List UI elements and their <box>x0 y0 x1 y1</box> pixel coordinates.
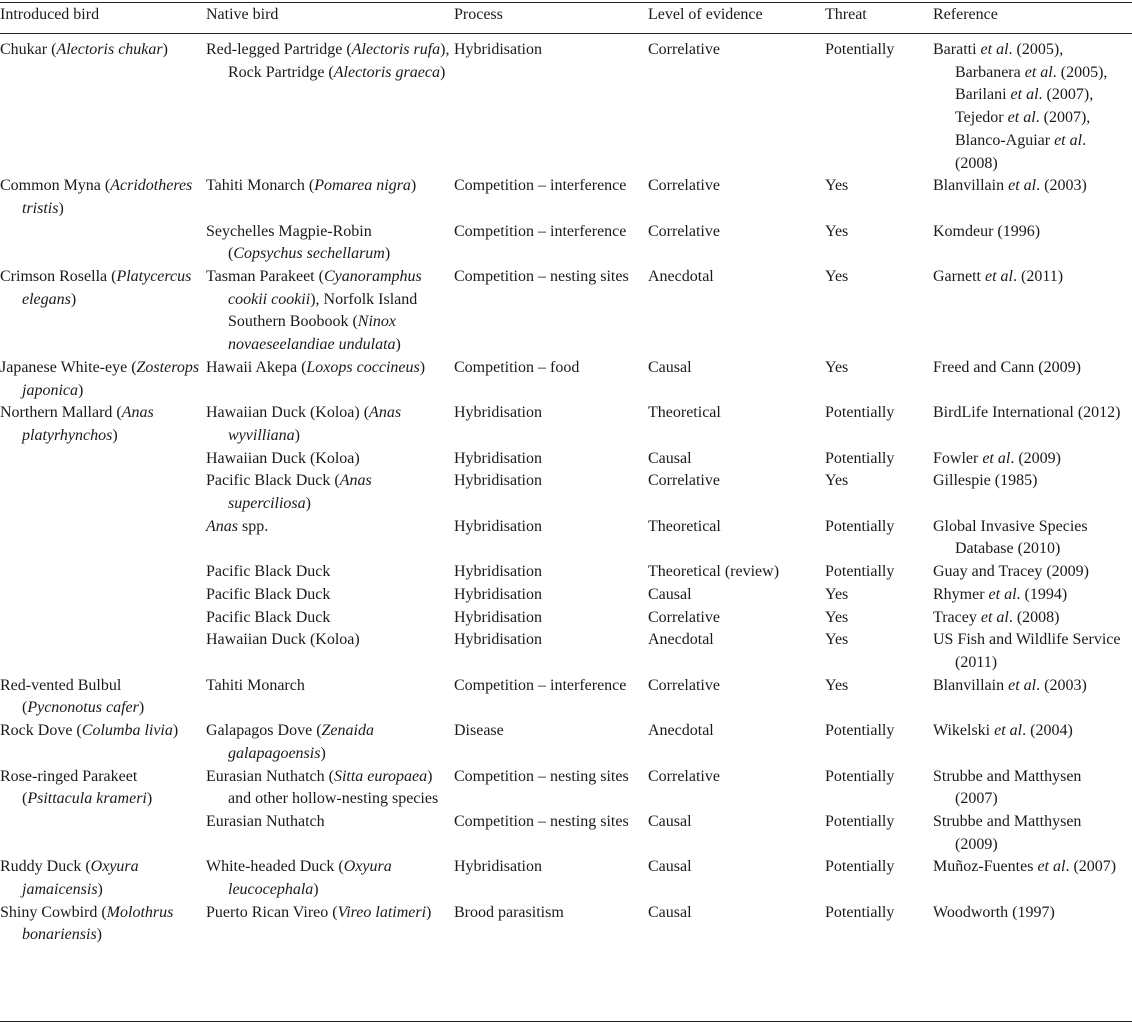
cell-native-bird: Tahiti Monarch (Pomarea nigra) <box>206 177 417 195</box>
cell-threat: Potentially <box>825 903 895 921</box>
cell-process: Competition – interference <box>454 676 627 694</box>
cell-process: Hybridisation <box>454 404 542 422</box>
cell-reference: Guay and Tracey (2009) <box>933 563 1089 581</box>
cell-process: Competition – interference <box>454 177 627 195</box>
cell-level-of-evidence: Causal <box>648 903 692 921</box>
cell-reference: Fowler et al. (2009) <box>933 449 1061 467</box>
table-row <box>0 811 1132 856</box>
cell-reference: Global Invasive Species Database (2010) <box>933 517 1088 558</box>
cell-reference: BirdLife International (2012) <box>933 404 1121 422</box>
cell-introduced-bird: Rock Dove (Columba livia) <box>0 722 179 740</box>
cell-threat: Potentially <box>825 41 895 58</box>
cell-process: Competition – nesting sites <box>454 268 629 286</box>
cell-process: Hybridisation <box>454 449 542 467</box>
cell-level-of-evidence: Correlative <box>648 472 720 490</box>
table-row <box>0 766 1132 811</box>
table-row <box>0 607 1132 630</box>
cell-native-bird: Galapagos Dove (Zenaida galapagoensis) <box>206 722 374 762</box>
column-header-level-of-evidence: Level of evidence <box>648 6 763 23</box>
cell-native-bird: Puerto Rican Vireo (Vireo latimeri) <box>206 903 432 921</box>
cell-reference: Muñoz-Fuentes et al. (2007) <box>933 858 1117 876</box>
cell-native-bird: Pacific Black Duck (Anas superciliosa) <box>206 472 372 513</box>
cell-reference: Garnett et al. (2011) <box>933 268 1064 286</box>
cell-native-bird: Hawaiian Duck (Koloa) <box>206 449 360 467</box>
cell-native-bird: Seychelles Magpie-Robin (Copsychus sechellarum) <box>206 222 391 263</box>
cell-threat: Potentially <box>825 767 895 785</box>
cell-native-bird: Anas spp. <box>206 517 269 535</box>
table-top-rule <box>0 2 1132 3</box>
cell-native-bird: Pacific Black Duck <box>206 608 331 626</box>
cell-native-bird: Tahiti Monarch <box>206 676 305 694</box>
table-bottom-rule <box>0 1021 1132 1022</box>
table-row <box>0 516 1132 561</box>
cell-level-of-evidence: Theoretical <box>648 404 721 422</box>
cell-native-bird: Red-legged Partridge (Alectoris rufa), Rock Partridge (Alectoris graeca) <box>206 41 450 81</box>
cell-level-of-evidence: Correlative <box>648 676 720 694</box>
cell-reference: Wikelski et al. (2004) <box>933 722 1073 740</box>
cell-native-bird: Hawaii Akepa (Loxops coccineus) <box>206 358 426 376</box>
cell-threat: Potentially <box>825 517 895 535</box>
cell-level-of-evidence: Causal <box>648 358 692 376</box>
cell-introduced-bird <box>0 221 206 266</box>
cell-reference: US Fish and Wildlife Service (2011) <box>933 631 1121 671</box>
cell-threat: Potentially <box>825 722 895 740</box>
cell-introduced-bird <box>0 516 206 561</box>
table-row <box>0 266 1132 357</box>
column-header-introduced-bird: Introduced bird <box>0 6 100 23</box>
cell-threat: Potentially <box>825 858 895 876</box>
cell-level-of-evidence: Causal <box>648 449 692 467</box>
cell-process: Hybridisation <box>454 631 542 649</box>
cell-process: Competition – interference <box>454 222 627 240</box>
cell-level-of-evidence: Correlative <box>648 177 720 195</box>
cell-level-of-evidence: Correlative <box>648 767 720 785</box>
table-row <box>0 675 1132 720</box>
cell-level-of-evidence: Causal <box>648 585 692 603</box>
table-row <box>0 470 1132 515</box>
cell-level-of-evidence: Causal <box>648 812 692 830</box>
cell-introduced-bird <box>0 584 206 607</box>
cell-process: Hybridisation <box>454 608 542 626</box>
cell-native-bird: White-headed Duck (Oxyura leucocephala) <box>206 858 392 899</box>
cell-native-bird: Pacific Black Duck <box>206 585 331 603</box>
cell-level-of-evidence: Theoretical (review) <box>648 563 780 581</box>
cell-process: Hybridisation <box>454 472 542 490</box>
cell-threat: Yes <box>825 585 849 603</box>
cell-introduced-bird <box>0 470 206 515</box>
table-header-row <box>0 4 1132 33</box>
table-row <box>0 629 1132 674</box>
cell-reference: Baratti et al. (2005), Barbanera et al. (2005), Barilani et al. (2007), Tejedor et al. (2007), Blanco-Aguiar et al. (2008) <box>933 41 1108 172</box>
cell-introduced-bird <box>0 607 206 630</box>
cell-reference: Woodworth (1997) <box>933 903 1055 921</box>
cell-process: Competition – nesting sites <box>454 812 629 830</box>
cell-threat: Yes <box>825 676 849 694</box>
table-row <box>0 357 1132 402</box>
cell-process: Hybridisation <box>454 41 542 58</box>
table-row <box>0 584 1132 607</box>
table-row <box>0 448 1132 471</box>
cell-reference: Blanvillain et al. (2003) <box>933 676 1087 694</box>
cell-threat: Yes <box>825 268 849 286</box>
cell-level-of-evidence: Correlative <box>648 41 720 58</box>
cell-native-bird: Eurasian Nuthatch (Sitta europaea) and other hollow-nesting species <box>206 767 439 808</box>
cell-reference: Strubbe and Matthysen (2009) <box>933 812 1082 853</box>
cell-introduced-bird: Rose-ringed Parakeet (Psittacula krameri) <box>0 767 153 808</box>
cell-threat: Potentially <box>825 563 895 581</box>
cell-native-bird: Hawaiian Duck (Koloa) <box>206 631 360 649</box>
cell-process: Brood parasitism <box>454 903 564 921</box>
cell-reference: Strubbe and Matthysen (2007) <box>933 767 1082 808</box>
cell-introduced-bird: Red-vented Bulbul (Pycnonotus cafer) <box>0 676 145 717</box>
cell-process: Hybridisation <box>454 858 542 876</box>
column-header-native-bird: Native bird <box>206 6 279 23</box>
cell-introduced-bird: Ruddy Duck (Oxyura jamaicensis) <box>0 858 139 899</box>
table-row <box>0 175 1132 220</box>
cell-reference: Gillespie (1985) <box>933 472 1038 490</box>
cell-introduced-bird <box>0 629 206 674</box>
cell-level-of-evidence: Causal <box>648 858 692 876</box>
cell-threat: Potentially <box>825 812 895 830</box>
cell-level-of-evidence: Theoretical <box>648 517 721 535</box>
cell-reference: Freed and Cann (2009) <box>933 358 1081 376</box>
table-row <box>0 856 1132 901</box>
cell-process: Competition – nesting sites <box>454 767 629 785</box>
cell-introduced-bird: Japanese White-eye (Zosterops japonica) <box>0 358 200 399</box>
cell-reference: Rhymer et al. (1994) <box>933 585 1068 603</box>
cell-level-of-evidence: Anecdotal <box>648 722 714 740</box>
cell-introduced-bird: Northern Mallard (Anas platyrhynchos) <box>0 404 154 444</box>
cell-process: Hybridisation <box>454 517 542 535</box>
cell-process: Disease <box>454 722 504 740</box>
cell-introduced-bird <box>0 811 206 856</box>
cell-threat: Yes <box>825 631 849 649</box>
cell-native-bird: Hawaiian Duck (Koloa) (Anas wyvilliana) <box>206 404 402 444</box>
cell-native-bird: Tasman Parakeet (Cyanoramphus cookii cookii), Norfolk Island Southern Boobook (Ninox novaeseelandiae undulata) <box>206 268 422 354</box>
table-row <box>0 561 1132 584</box>
column-header-reference: Reference <box>933 6 998 23</box>
cell-introduced-bird: Shiny Cowbird (Molothrus bonariensis) <box>0 903 174 944</box>
cell-reference: Komdeur (1996) <box>933 222 1041 240</box>
cell-introduced-bird <box>0 448 206 471</box>
table-row <box>0 221 1132 266</box>
cell-reference: Blanvillain et al. (2003) <box>933 177 1087 195</box>
cell-threat: Potentially <box>825 404 895 422</box>
cell-introduced-bird: Crimson Rosella (Platycercus elegans) <box>0 268 192 308</box>
cell-level-of-evidence: Anecdotal <box>648 268 714 286</box>
cell-level-of-evidence: Anecdotal <box>648 631 714 649</box>
cell-level-of-evidence: Correlative <box>648 608 720 626</box>
table-row <box>0 902 1132 947</box>
table-row <box>0 33 1132 175</box>
cell-threat: Yes <box>825 608 849 626</box>
cell-threat: Potentially <box>825 449 895 467</box>
cell-threat: Yes <box>825 222 849 240</box>
cell-introduced-bird: Chukar (Alectoris chukar) <box>0 41 168 58</box>
cell-threat: Yes <box>825 472 849 490</box>
table-row <box>0 720 1132 765</box>
column-header-process: Process <box>454 6 503 23</box>
column-header-threat: Threat <box>825 6 867 23</box>
cell-threat: Yes <box>825 358 849 376</box>
table-body <box>0 33 1132 947</box>
cell-process: Hybridisation <box>454 563 542 581</box>
cell-introduced-bird: Common Myna (Acridotheres tristis) <box>0 177 193 217</box>
cell-process: Competition – food <box>454 358 580 376</box>
introduced-birds-table <box>0 4 1132 947</box>
table-row <box>0 402 1132 447</box>
cell-reference: Tracey et al. (2008) <box>933 608 1060 626</box>
cell-level-of-evidence: Correlative <box>648 222 720 240</box>
cell-native-bird: Pacific Black Duck <box>206 563 331 581</box>
cell-process: Hybridisation <box>454 585 542 603</box>
cell-native-bird: Eurasian Nuthatch <box>206 812 325 830</box>
cell-introduced-bird <box>0 561 206 584</box>
cell-threat: Yes <box>825 177 849 195</box>
